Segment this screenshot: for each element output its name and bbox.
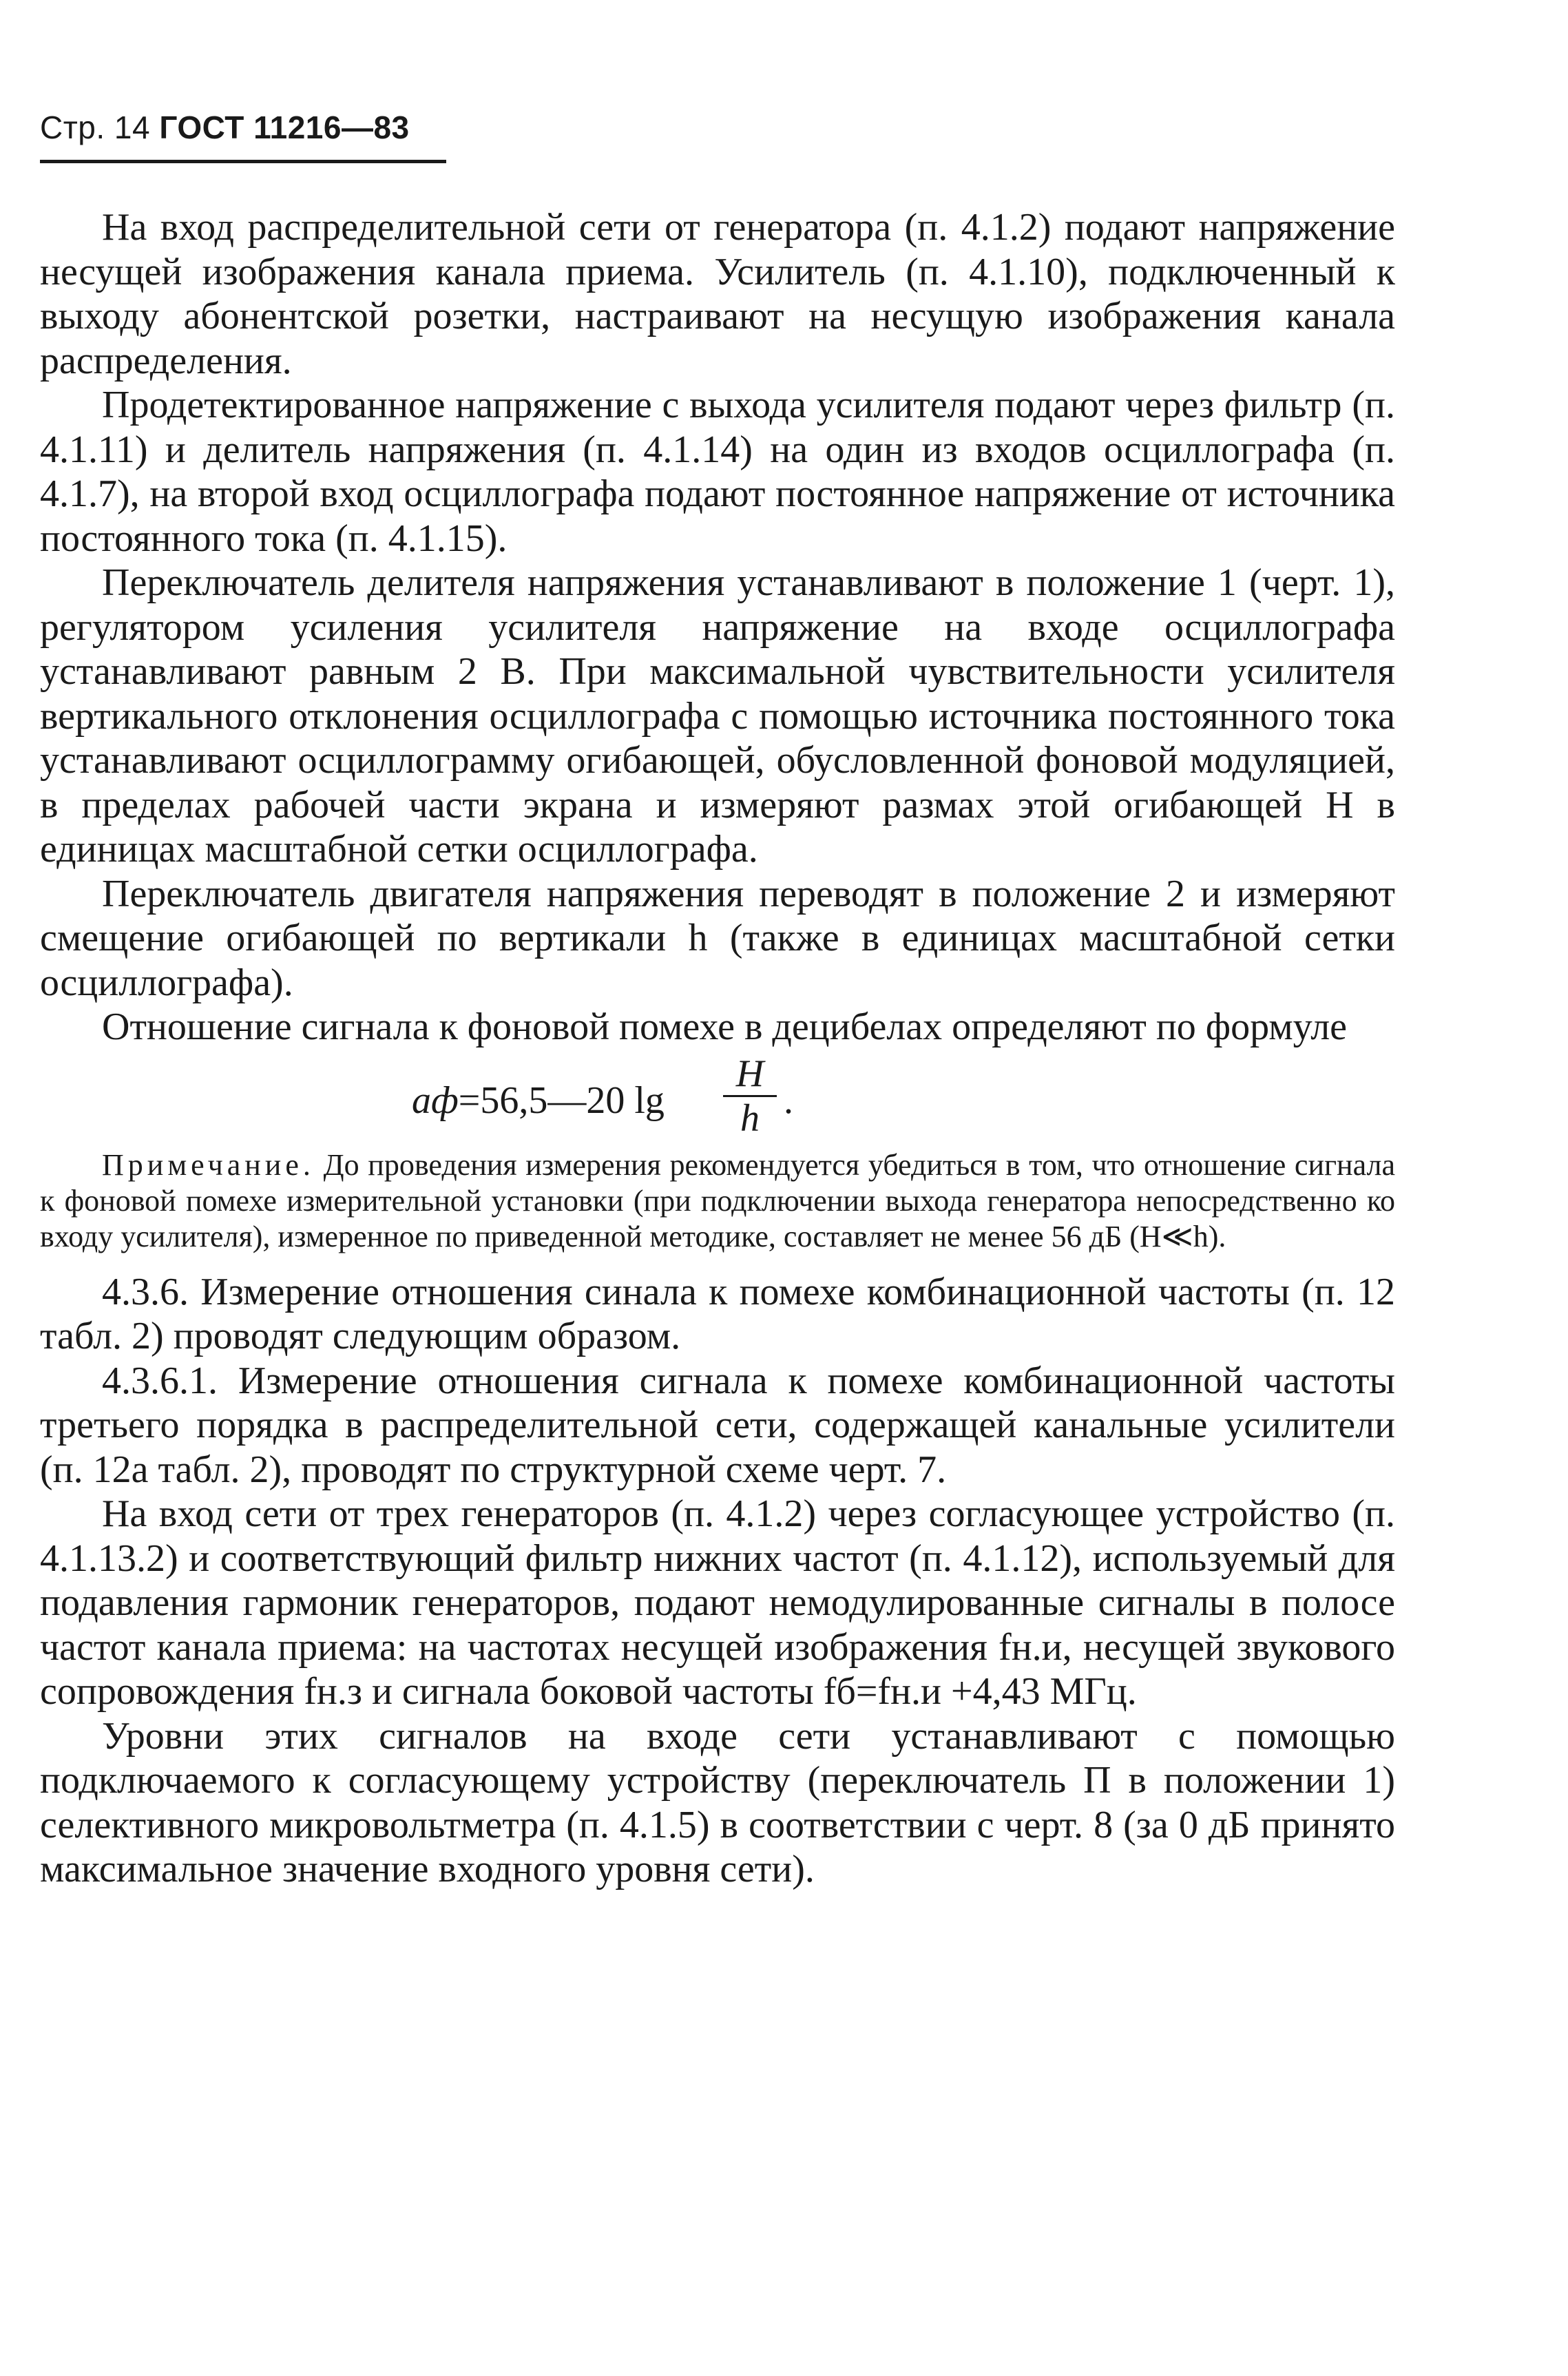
header-rule xyxy=(40,160,446,163)
body-text xyxy=(40,205,1395,1892)
formula-fraction xyxy=(723,1054,777,1138)
standard-code: ГОСТ 11216—83 xyxy=(159,110,410,145)
formula-rhs: =56,5—20 lg xyxy=(458,1078,665,1122)
formula-lhs: аф xyxy=(412,1078,459,1122)
paragraph-4: Переключатель двигателя напряжения переводят в положение 2 и измеряют смещение огибающей по вертикали h (также в единицах масштабной сетки осциллографа). xyxy=(40,872,1395,1004)
note-label: Примечание. xyxy=(102,1147,315,1182)
paragraph-5: Отношение сигнала к фоновой помехе в децибелах определяют по формуле xyxy=(102,1005,1347,1048)
paragraph-1: На вход распределительной сети от генератора (п. 4.1.2) подают напряжение несущей изображения канала приема. Усилитель (п. 4.1.10), подключенный к выходу абонентской розетки, настраивают на несущую изображения канала распределения. xyxy=(40,206,1395,382)
section-4-3-6-1: 4.3.6.1. Измерение отношения сигнала к помехе комбинационной частоты третьего порядка в распределительной сети, содержащей канальные усилители (п. 12а табл. 2), проводят по структурной схеме черт. 7. xyxy=(40,1359,1395,1491)
formula-numerator: H xyxy=(735,1052,764,1095)
page-number: Стр. 14 xyxy=(40,110,151,145)
page-header xyxy=(40,109,410,146)
paragraph-generators: На вход сети от трех генераторов (п. 4.1.2) через согласующее устройство (п. 4.1.13.2) и соответствующий фильтр нижних частот (п. 4.1.12), используемый для подавления гармоник генераторов, подают немодулированные сигналы в полосе частот канала приема: на частотах несущей изображения fн.и, несущей звукового сопровождения fн.з и сигнала боковой частоты fб=fн.и +4,43 МГц. xyxy=(40,1492,1395,1713)
formula-terminator: . xyxy=(784,1078,793,1122)
note-text: До проведения измерения рекомендуется убедиться в том, что отношение сигнала к фоновой помехе измерительной установки (при подключении выхода генератора непосредственно ко входу усилителя), измеренное по приведенной методике, составляет не менее 56 дБ (H≪h). xyxy=(40,1147,1395,1253)
paragraph-2: Продетектированное напряжение с выхода усилителя подают через фильтр (п. 4.1.11) и делитель напряжения (п. 4.1.14) на один из входов осциллографа (п. 4.1.7), на второй вход осциллографа подают постоянное напряжение от источника постоянного тока (п. 4.1.15). xyxy=(40,384,1395,560)
formula xyxy=(40,1054,1395,1145)
paragraph-3: Переключатель делителя напряжения устанавливают в положение 1 (черт. 1), регулятором усиления усилителя напряжение на входе осциллографа устанавливают равным 2 В. При максимальной чувствительности усилителя вертикального отклонения осциллографа с помощью источника постоянного тока устанавливают осциллограмму огибающей, обусловленной фоновой модуляцией, в пределах рабочей части экрана и измеряют размах этой огибающей H в единицах масштабной сетки осциллографа. xyxy=(40,561,1395,871)
section-4-3-6: 4.3.6. Измерение отношения синала к помехе комбинационной частоты (п. 12 табл. 2) проводят следующим образом. xyxy=(40,1270,1395,1357)
note xyxy=(40,1147,1395,1255)
paragraph-levels: Уровни этих сигналов на входе сети устанавливают с помощью подключаемого к согласующему устройству (переключатель П в положении 1) селективного микровольтметра (п. 4.1.5) в соответствии с черт. 8 (за 0 дБ принято максимальное значение входного уровня сети). xyxy=(40,1714,1395,1890)
formula-denominator: h xyxy=(740,1096,760,1140)
formula-expression xyxy=(412,1078,665,1123)
